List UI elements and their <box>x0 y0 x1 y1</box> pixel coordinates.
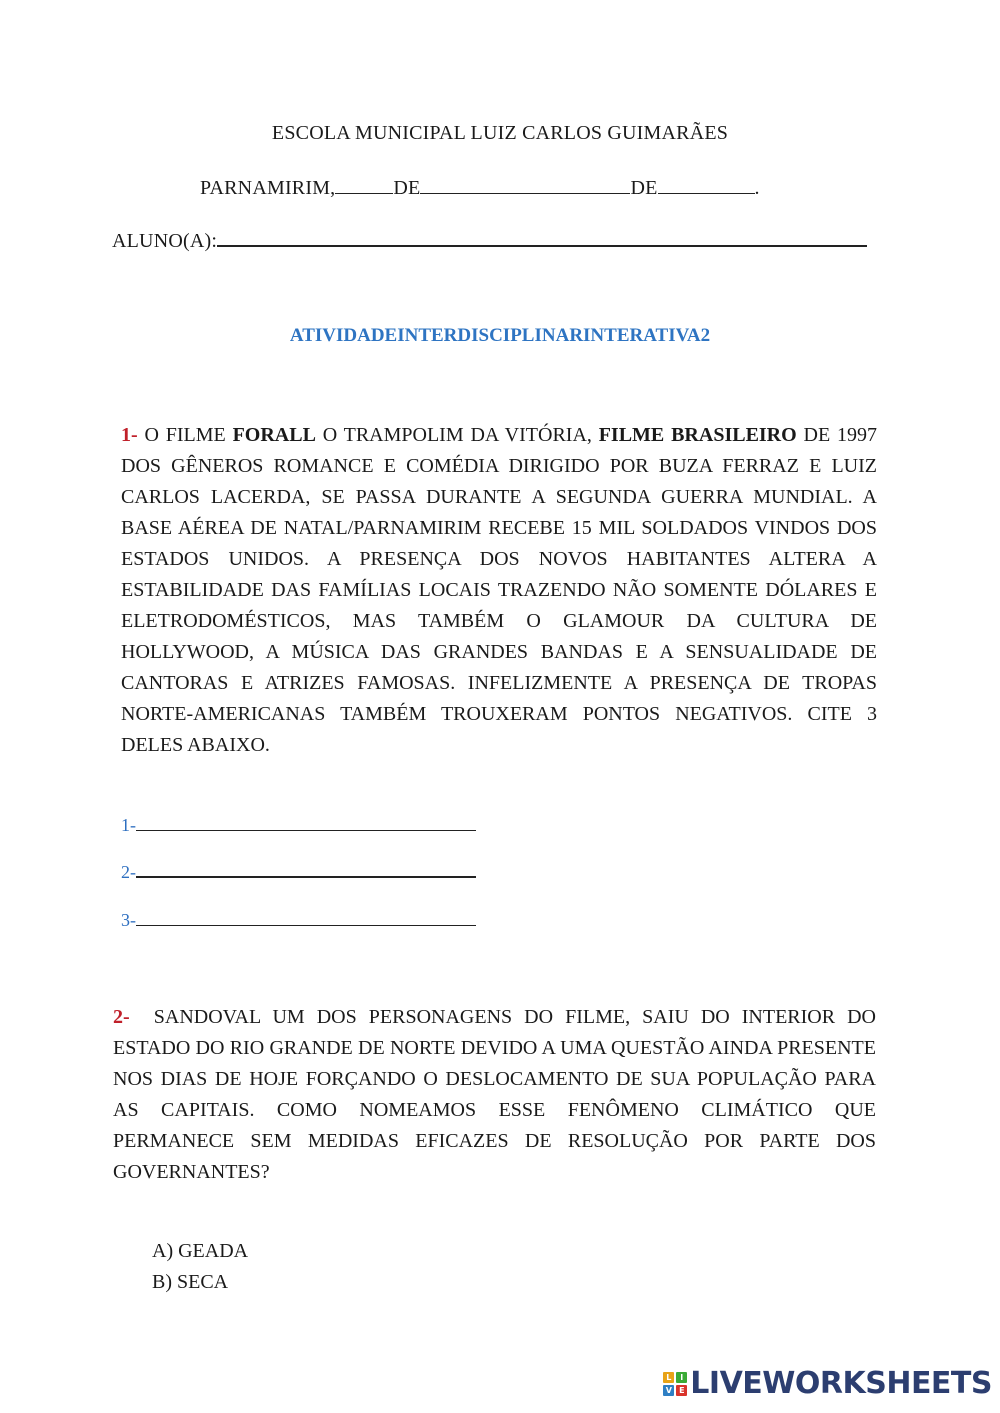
activity-title: ATIVIDADEINTERDISCIPLINARINTERATIVA2 <box>289 325 711 346</box>
student-line <box>112 230 867 253</box>
de-label-1: DE <box>393 177 421 199</box>
logo-letter: L <box>663 1372 674 1383</box>
q1-bold-brasileiro: FILME BRASILEIRO <box>598 424 797 446</box>
liveworksheets-logo-icon <box>663 1372 687 1396</box>
student-label: ALUNO(A): <box>112 230 218 252</box>
answer-3-blank[interactable] <box>136 911 476 926</box>
logo-letter: V <box>663 1385 674 1396</box>
logo-letter: E <box>676 1385 687 1396</box>
day-blank[interactable] <box>335 193 393 194</box>
question-2 <box>113 1002 876 1188</box>
date-line <box>200 177 760 200</box>
answer-2-blank[interactable] <box>136 862 476 878</box>
de-label-2: DE <box>630 177 658 199</box>
end-dot: . <box>754 177 760 199</box>
month-blank[interactable] <box>420 193 630 194</box>
school-name: ESCOLA MUNICIPAL LUIZ CARLOS GUIMARÃES <box>271 122 729 144</box>
q1-text-c: DE 1997 DOS GÊNEROS ROMANCE E COMÉDIA DIRIGIDO POR BUZA FERRAZ E LUIZ CARLOS LACERDA, SE PASSA DURANTE A SEGUNDA GUERRA MUNDIAL. A BASE AÉREA DE NATAL/PARNAMIRIM RECEBE 15 MIL SOLDADOS VINDOS DOS ESTADOS UNIDOS. A PRESENÇA DOS NOVOS HABITANTES ALTERA A ESTABILIDADE DAS FAMÍLIAS LOCAIS TRAZENDO NÃO SOMENTE DÓLARES E ELETRODOMÉSTICOS, MAS TAMBÉM O GLAMOUR DA CULTURA DE HOLLYWOOD, A MÚSICA DAS GRANDES BANDAS E A SENSUALIDADE DE CANTORAS E ATRIZES FAMOSAS. INFELIZMENTE A PRESENÇA DE TROPAS NORTE-AMERICANAS TAMBÉM TROUXERAM PONTOS NEGATIVOS. CITE 3 DELES ABAIXO. <box>121 424 877 756</box>
q2-text: SANDOVAL UM DOS PERSONAGENS DO FILME, SAIU DO INTERIOR DO ESTADO DO RIO GRANDE DE NORTE DEVIDO A UMA QUESTÃO AINDA PRESENTE NOS DIAS DE HOJE FORÇANDO O DESLOCAMENTO DE SUA POPULAÇÃO PARA AS CAPITAIS. COMO NOMEAMOS ESSE FENÔMENO CLIMÁTICO QUE PERMANECE SEM MEDIDAS EFICAZES DE RESOLUÇÃO POR PARTE DOS GOVERNANTES? <box>113 1006 876 1183</box>
q1-text-b: O TRAMPOLIM DA VITÓRIA, <box>315 424 599 446</box>
q1-bold-film: FORALL <box>232 424 316 446</box>
watermark-text: LIVEWORKSHEETS <box>690 1366 992 1401</box>
answer-row-2 <box>121 862 476 883</box>
student-name-blank[interactable] <box>217 245 867 247</box>
answer-1-label: 1- <box>121 815 136 835</box>
option-b[interactable]: B) SECA <box>152 1271 229 1293</box>
liveworksheets-watermark <box>663 1366 992 1401</box>
answer-3-label: 3- <box>121 910 136 930</box>
city-label: PARNAMIRIM, <box>200 177 336 199</box>
question-1 <box>121 420 877 761</box>
q1-text-a: O FILME <box>137 424 233 446</box>
answer-1-blank[interactable] <box>136 816 476 831</box>
answer-2-label: 2- <box>121 862 136 882</box>
logo-letter: I <box>676 1372 687 1383</box>
option-a[interactable]: A) GEADA <box>152 1240 249 1262</box>
question-2-number: 2- <box>113 1006 130 1028</box>
answer-row-3 <box>121 910 476 931</box>
question-1-number: 1- <box>121 424 138 446</box>
year-blank[interactable] <box>658 193 755 194</box>
answer-row-1 <box>121 815 476 836</box>
